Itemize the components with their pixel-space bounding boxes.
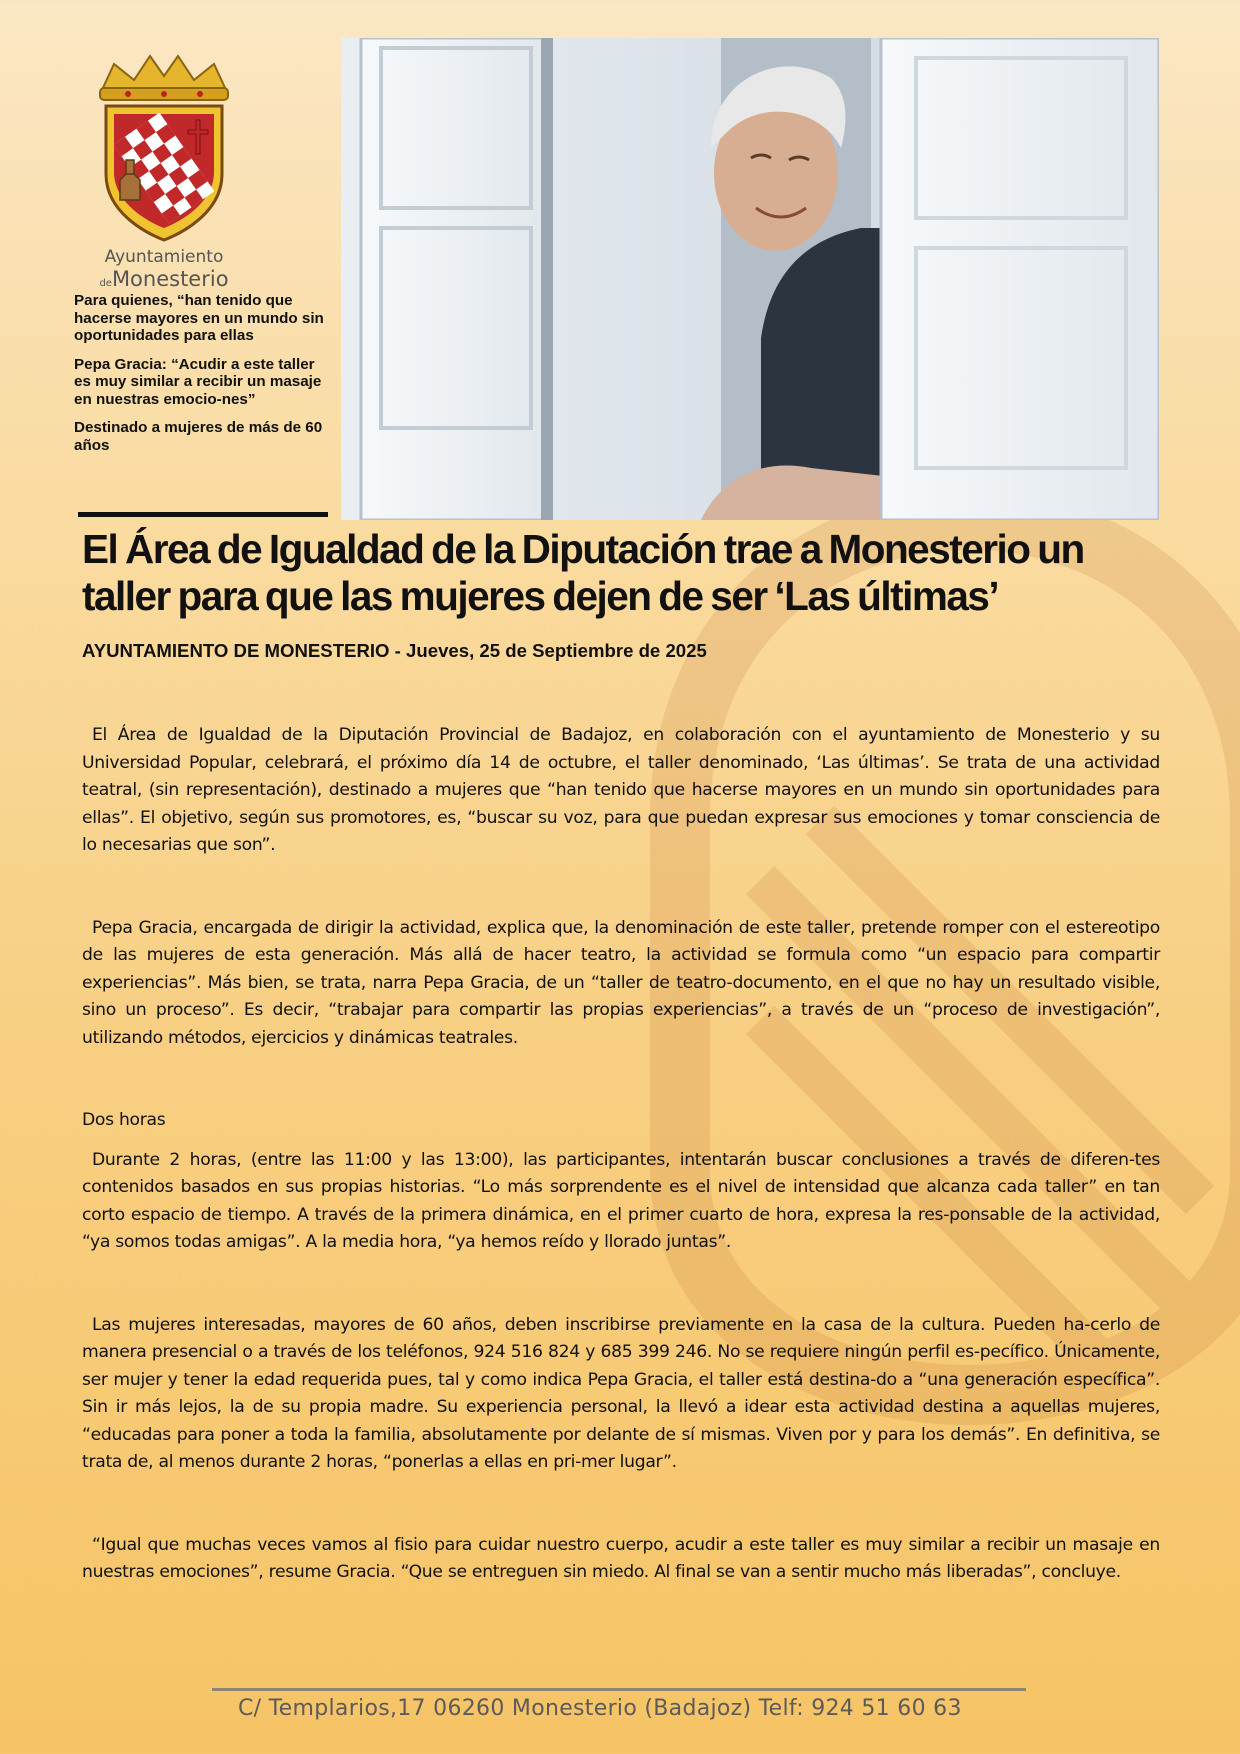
headline: El Área de Igualdad de la Diputación trae a Monesterio un taller para que las mujeres dejen de ser ‘Las últimas’: [82, 526, 1084, 619]
footer-divider: [212, 1688, 1026, 1691]
article-paragraph: Durante 2 horas, (entre las 11:00 y las 13:00), las participantes, intentarán buscar conclusiones a través de diferen-tes contenidos basados en sus propias historias. “Lo más sorprendente es el nivel de intensidad que alcanza cada taller” en tan corto espacio de tiempo. A través de la primera dinámica, en el primer cuarto de hora, expresa la res-ponsable de la actividad, “ya somos todas amigas”. A la media hora, “ya hemos reído y llorado juntas”.: [82, 1149, 1160, 1252]
article-paragraph: El Área de Igualdad de la Diputación Provincial de Badajoz, en colaboración con el ayuntamiento de Monesterio y su Universidad Popular, celebrará, el próximo día 14 de octubre, el taller denominado, ‘Las últimas’. Se trata de una actividad teatral, (sin representación), destinado a mujeres que “han tenido que hacerse mayores en un mundo sin oportunidades para ellas”. El objetivo, según sus promotores, es, “buscar su voz, para que puedan expresar sus emociones y tomar consciencia de lo necesarias que son”.: [82, 725, 1160, 855]
article-paragraph: Pepa Gracia, encargada de dirigir la actividad, explica que, la denominación de este taller, pretende romper con el estereotipo de las mujeres de esta generación. Más allá de hacer teatro, la actividad se formula como “un espacio para compartir experiencias”. Más bien, se trata, narra Pepa Gracia, de un “taller de teatro-documento, en el que no hay un resultado visible, sino un proceso”. Es decir, “trabajar para compartir las propias experiencias”, a través de un “proceso de investigación”, utilizando métodos, ejercicios y dinámicas teatrales.: [82, 917, 1160, 1048]
article-subheading: Dos horas: [82, 1110, 166, 1130]
highlight-item: Para quienes, “han tenido que hacerse mayores en un mundo sin oportunidades para ellas: [74, 292, 324, 344]
logo-line-2: deMonesterio: [99, 267, 229, 291]
byline: AYUNTAMIENTO DE MONESTERIO - Jueves, 25 de Septiembre de 2025: [82, 640, 707, 661]
highlight-item: Destinado a mujeres de más de 60 años: [74, 419, 323, 454]
highlights-sidebar: [74, 292, 328, 465]
coat-of-arms-icon: [84, 50, 244, 250]
article-paragraph: “Igual que muchas veces vamos al fisio para cuidar nuestro cuerpo, acudir a este taller es muy similar a recibir un masaje en nuestras emociones”, resume Gracia. “Que se entreguen sin miedo. Al final se van a sentir mucho más liberadas”, concluye.: [82, 1534, 1160, 1582]
ayuntamiento-logo: [84, 50, 244, 290]
divider: [78, 512, 328, 517]
elderly-woman-at-window-photo: [341, 38, 1159, 520]
logo-line-1: Ayuntamiento: [104, 247, 224, 267]
article-body: [82, 722, 1160, 1587]
highlight-item: Pepa Gracia: “Acudir a este taller es muy similar a recibir un masaje en nuestras emocio-nes”: [74, 355, 322, 408]
footer-address: C/ Templarios,17 06260 Monesterio (Badajoz) Telf: 924 51 60 63: [238, 1696, 962, 1721]
article-paragraph: Las mujeres interesadas, mayores de 60 años, deben inscribirse previamente en la casa de la cultura. Pueden ha-cerlo de manera presencial o a través de los teléfonos, 924 516 824 y 685 399 246. No se requiere ningún perfil es-pecífico. Únicamente, ser mujer y tener la edad requerida pues, tal y como indica Pepa Gracia, el taller está destina-do a “una generación específica”. Sin ir más lejos, la de su propia madre. Su experiencia personal, la llevó a idear esta actividad destina a aquellas mujeres, “educadas para poner a toda la familia, absolutamente por delante de sí mismas. Viven por y para los demás”. En definitiva, se trata de, al menos durante 2 horas, “ponerlas a ellas en pri-mer lugar”.: [82, 1314, 1160, 1472]
logo-caption: [84, 246, 244, 295]
